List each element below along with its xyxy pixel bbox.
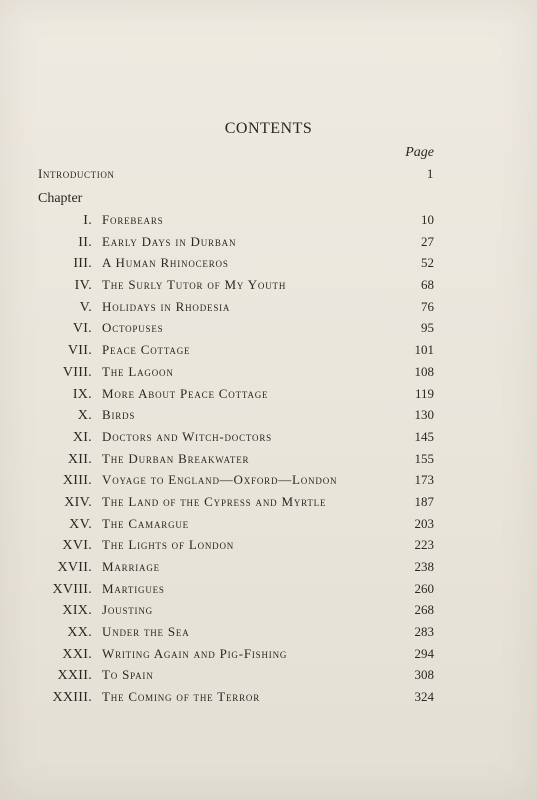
chapter-page-number: 294 bbox=[414, 645, 434, 661]
chapter-number: XV. bbox=[69, 516, 92, 532]
chapter-number: I. bbox=[83, 213, 92, 228]
chapter-page-number: 52 bbox=[421, 255, 434, 271]
chapter-page-number: 173 bbox=[414, 472, 434, 488]
chapter-page-number: 308 bbox=[414, 667, 434, 683]
page-column-label: Page bbox=[405, 145, 434, 160]
toc-entry bbox=[30, 624, 434, 646]
chapter-page-number: 203 bbox=[414, 515, 434, 531]
chapter-page-number: 223 bbox=[414, 537, 434, 553]
chapter-number: VII. bbox=[67, 343, 92, 359]
chapter-label: Chapter bbox=[38, 191, 83, 206]
chapter-number: XXI. bbox=[62, 646, 92, 662]
toc-entry bbox=[30, 451, 434, 473]
chapter-title: Forebears bbox=[102, 212, 164, 227]
chapter-title: Octopuses bbox=[102, 320, 164, 336]
chapter-page-number: 76 bbox=[421, 298, 434, 314]
chapter-number: XVIII. bbox=[52, 581, 92, 597]
chapter-number: XIX. bbox=[62, 603, 92, 619]
contents-heading: CONTENTS bbox=[224, 120, 313, 137]
chapter-number: XII. bbox=[67, 451, 92, 467]
chapter-number: XXII. bbox=[57, 668, 92, 684]
chapter-title: More About Peace Cottage bbox=[102, 385, 269, 401]
chapter-page-number: 27 bbox=[421, 233, 434, 249]
toc-entry bbox=[30, 320, 434, 342]
chapter-title: The Lights of London bbox=[102, 537, 235, 553]
toc-entry bbox=[30, 277, 434, 299]
introduction-title: Introduction bbox=[38, 166, 115, 181]
toc-entry bbox=[30, 559, 434, 581]
chapter-page-number: 119 bbox=[414, 385, 434, 401]
chapter-number: XXIII. bbox=[52, 690, 92, 706]
chapter-number: XIII. bbox=[62, 473, 92, 489]
chapter-title: The Coming of the Terror bbox=[102, 689, 261, 705]
toc-entry bbox=[30, 689, 434, 711]
chapter-list bbox=[30, 212, 434, 711]
toc-entry bbox=[30, 516, 434, 538]
chapter-number: XVII. bbox=[57, 560, 92, 575]
chapter-number: XI. bbox=[72, 429, 92, 445]
chapter-page-number: 10 bbox=[421, 212, 434, 227]
chapter-number: V. bbox=[79, 299, 92, 315]
toc-entry bbox=[30, 212, 434, 234]
toc-entry bbox=[30, 407, 434, 429]
chapter-page-number: 95 bbox=[421, 320, 434, 336]
toc-entry bbox=[30, 494, 434, 516]
introduction-page: 1 bbox=[426, 166, 434, 181]
toc-entry bbox=[30, 429, 434, 451]
chapter-title: Peace Cottage bbox=[102, 342, 191, 358]
chapter-title: To Spain bbox=[102, 667, 154, 683]
chapter-title: Martigues bbox=[102, 580, 165, 596]
chapter-title: Voyage to England—Oxford—London bbox=[102, 472, 338, 488]
toc-entry bbox=[30, 472, 434, 494]
chapter-page-number: 268 bbox=[414, 602, 434, 618]
toc-entry bbox=[30, 386, 434, 408]
chapter-number: VIII. bbox=[62, 364, 92, 380]
chapter-page-number: 283 bbox=[414, 624, 434, 640]
toc-entry bbox=[30, 667, 434, 689]
chapter-page-number: 187 bbox=[414, 493, 434, 509]
chapter-number: II. bbox=[78, 234, 92, 250]
introduction-entry bbox=[38, 166, 434, 186]
chapter-page-number: 260 bbox=[414, 580, 434, 596]
chapter-number: IV. bbox=[74, 278, 92, 294]
chapter-title: The Land of the Cypress and Myrtle bbox=[102, 493, 327, 509]
chapter-page-number: 108 bbox=[414, 363, 434, 379]
chapter-title: The Camargue bbox=[102, 515, 189, 531]
chapter-title: Marriage bbox=[102, 559, 160, 574]
chapter-page-number: 238 bbox=[414, 559, 434, 574]
chapter-title: Early Days in Durban bbox=[102, 233, 237, 249]
chapter-page-number: 324 bbox=[414, 689, 434, 705]
chapter-title: Jousting bbox=[102, 602, 153, 618]
chapter-title: The Surly Tutor of My Youth bbox=[102, 277, 287, 293]
chapter-page-number: 145 bbox=[414, 428, 434, 444]
chapter-number: XIV. bbox=[64, 494, 92, 510]
chapter-page-number: 101 bbox=[414, 342, 434, 358]
chapter-number: X. bbox=[77, 408, 92, 424]
chapter-page-number: 130 bbox=[414, 407, 434, 423]
chapter-title: Birds bbox=[102, 407, 136, 423]
toc-entry bbox=[30, 646, 434, 668]
chapter-title: A Human Rhinoceros bbox=[102, 255, 229, 271]
chapter-title: Under the Sea bbox=[102, 624, 190, 640]
toc-entry bbox=[30, 234, 434, 256]
chapter-title: Doctors and Witch-doctors bbox=[102, 428, 272, 444]
chapter-number: III. bbox=[73, 256, 92, 272]
toc-entry bbox=[30, 602, 434, 624]
chapter-title: The Durban Breakwater bbox=[102, 450, 250, 466]
chapter-number: XX. bbox=[67, 625, 92, 641]
chapter-number: XVI. bbox=[62, 538, 92, 554]
chapter-title: Writing Again and Pig-Fishing bbox=[102, 645, 288, 661]
toc-entry bbox=[30, 581, 434, 603]
toc-entry bbox=[30, 299, 434, 321]
chapter-page-number: 68 bbox=[421, 277, 434, 293]
toc-entry bbox=[30, 342, 434, 364]
toc-entry bbox=[30, 537, 434, 559]
chapter-number: VI. bbox=[72, 321, 92, 337]
toc-entry bbox=[30, 255, 434, 277]
toc-entry bbox=[30, 364, 434, 386]
chapter-number: IX. bbox=[72, 386, 92, 402]
chapter-page-number: 155 bbox=[414, 450, 434, 466]
chapter-title: The Lagoon bbox=[102, 363, 174, 379]
chapter-title: Holidays in Rhodesia bbox=[102, 298, 231, 314]
